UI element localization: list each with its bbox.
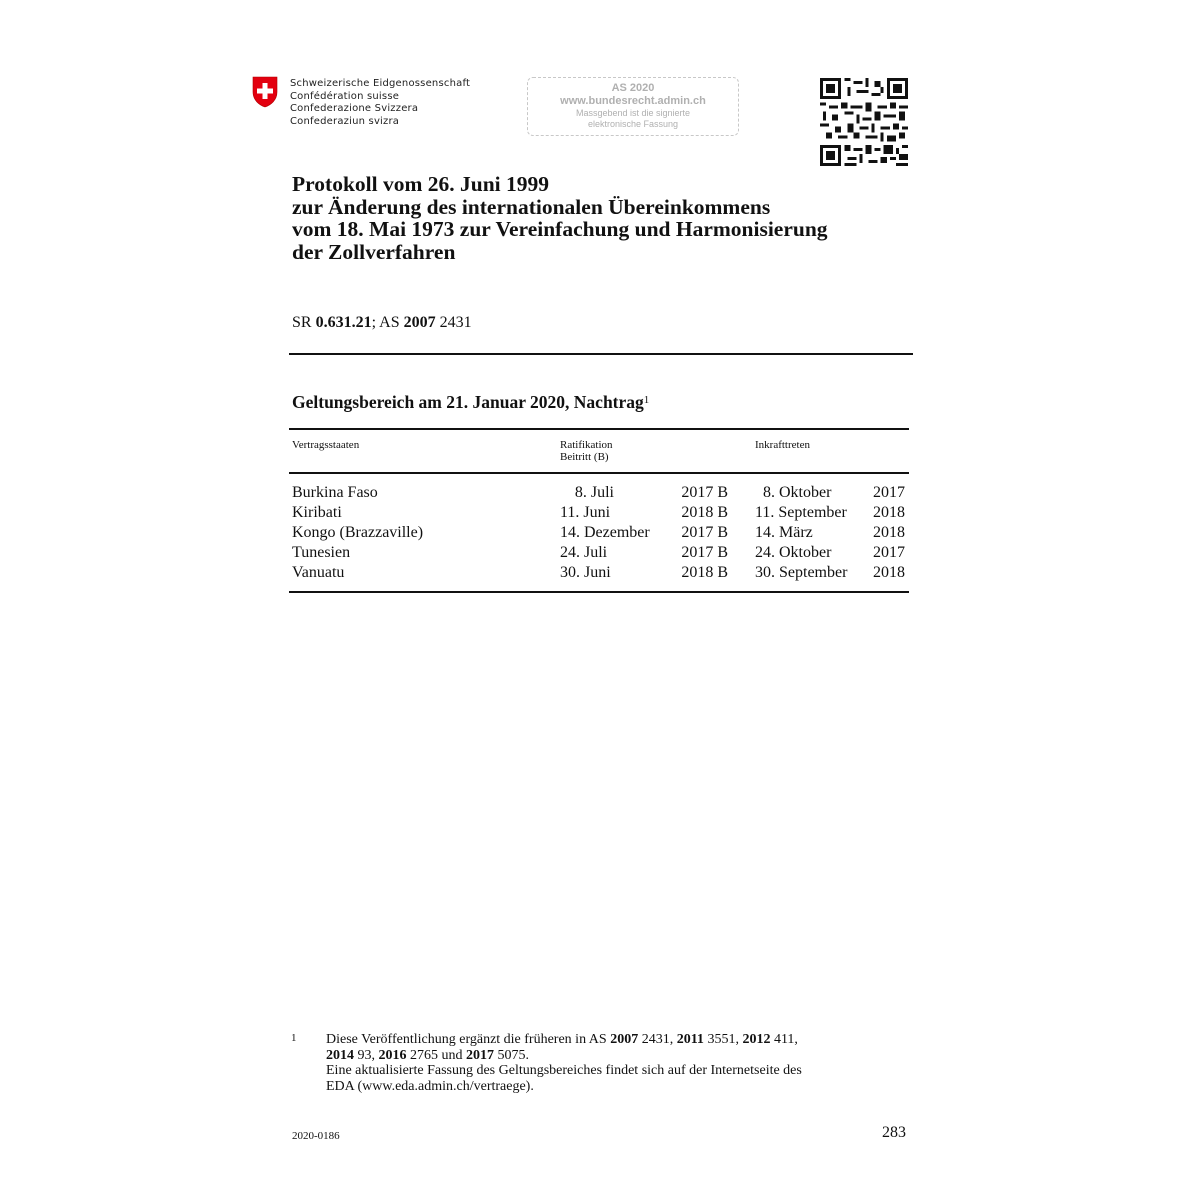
column-header-entry-into-force: Inkrafttreten — [755, 439, 810, 451]
table-cell-state: Kiribati — [292, 504, 342, 521]
title-line: Protokoll vom 26. Juni 1999 — [292, 172, 550, 196]
title-line: vom 18. Mai 1973 zur Vereinfachung und Harmonisierung — [292, 217, 828, 241]
document-title — [292, 173, 932, 263]
footnote-text-part: 2765 und — [406, 1047, 466, 1063]
table-cell-entry-year: 2018 — [873, 524, 905, 541]
table-cell-ratification-year: 2018 B — [681, 504, 728, 521]
footnote-line — [326, 1048, 896, 1064]
stamp-as: AS 2020 — [611, 82, 655, 94]
column-header-ratification-line2: Beitritt (B) — [560, 451, 609, 463]
footnote-marker[interactable]: 1 — [643, 394, 650, 406]
table-cell-entry-year: 2018 — [873, 564, 905, 581]
column-header-ratification — [560, 439, 613, 463]
confederation-rm: Confederaziun svizra — [290, 115, 400, 127]
footnote-text-part: Diese Veröffentlichung ergänzt die früheren in AS — [326, 1032, 611, 1047]
footnote-line: EDA (www.eda.admin.ch/vertraege). — [326, 1078, 534, 1094]
official-stamp — [527, 77, 739, 136]
table-cell-entry-date: 8. Oktober — [763, 484, 832, 501]
document-id: 2020-0186 — [292, 1130, 340, 1142]
scope-title-text: Geltungsbereich am 21. Januar 2020, Nachtrag — [292, 392, 644, 412]
confederation-names — [290, 78, 470, 128]
footnote-text — [326, 1032, 896, 1094]
footnote-text-part: 5075. — [494, 1047, 529, 1063]
title-line: der Zollverfahren — [292, 239, 456, 264]
table-cell-entry-date: 11. September — [755, 504, 847, 521]
as-year: 2007 — [403, 314, 436, 331]
table-cell-entry-date: 24. Oktober — [755, 544, 832, 561]
table-cell-entry-year: 2017 — [873, 484, 905, 501]
table-cell-ratification-date: 24. Juli — [560, 544, 608, 561]
footnote-year: 2011 — [676, 1032, 704, 1047]
footnote-number: 1 — [291, 1032, 297, 1044]
footnote-year: 2012 — [742, 1032, 771, 1047]
table-cell-state: Burkina Faso — [292, 484, 378, 501]
table-cell-ratification-year: 2017 B — [681, 484, 728, 501]
footnote-year: 2017 — [466, 1047, 494, 1063]
systematic-reference — [292, 314, 472, 332]
sr-prefix: SR — [292, 314, 316, 331]
table-cell-entry-year: 2018 — [873, 504, 905, 521]
stamp-url: www.bundesrecht.admin.ch — [560, 95, 706, 107]
table-cell-state: Vanuatu — [292, 564, 345, 581]
scope-title — [292, 392, 649, 413]
footnote-text-part: 3551, — [703, 1032, 743, 1047]
footnote-year: 2016 — [378, 1047, 407, 1063]
table-cell-ratification-date: 11. Juni — [560, 504, 611, 521]
table-cell-ratification-date: 30. Juni — [560, 564, 611, 581]
footnote-line: Eine aktualisierte Fassung des Geltungsbereiches findet sich auf der Internetseite des — [326, 1063, 802, 1078]
column-header-ratification-line1: Ratifikation — [560, 439, 613, 451]
table-cell-state: Tunesien — [292, 544, 351, 561]
sr-number: 0.631.21 — [315, 314, 372, 331]
confederation-de: Schweizerische Eidgenossenschaft — [290, 78, 471, 89]
table-top-rule — [289, 428, 909, 430]
footnote-line — [326, 1032, 896, 1048]
table-bottom-rule — [289, 591, 909, 593]
table-cell-ratification-date: 8. Juli — [574, 484, 614, 501]
table-header-rule — [289, 472, 909, 474]
confederation-it: Confederazione Svizzera — [290, 103, 419, 114]
as-page: 2431 — [435, 314, 472, 331]
table-cell-state: Kongo (Brazzaville) — [292, 524, 424, 541]
table-cell-entry-year: 2017 — [873, 544, 905, 561]
column-header-states: Vertragsstaaten — [292, 439, 360, 451]
stamp-note-1: Massgebend ist die signierte — [575, 108, 691, 118]
qr-code-icon[interactable] — [820, 78, 908, 166]
footnote-year: 2007 — [610, 1032, 639, 1047]
footnote-text-part: 93, — [354, 1047, 379, 1063]
footnote-year: 2014 — [326, 1047, 354, 1063]
swiss-cross-icon — [252, 76, 278, 108]
footnote-text-part: 411, — [770, 1032, 798, 1047]
footnote-text-part: 2431, — [638, 1032, 677, 1047]
divider — [289, 353, 913, 355]
as-separator: ; AS — [371, 314, 404, 331]
table-cell-ratification-year: 2018 B — [681, 564, 728, 581]
table-cell-ratification-year: 2017 B — [681, 524, 728, 541]
table-cell-ratification-year: 2017 B — [681, 544, 728, 561]
page-number: 283 — [882, 1124, 906, 1141]
table-cell-ratification-date: 14. Dezember — [560, 524, 650, 541]
stamp-note-2: elektronische Fassung — [587, 119, 679, 129]
table-cell-entry-date: 14. März — [755, 524, 813, 541]
confederation-fr: Confédération suisse — [290, 90, 400, 102]
title-line: zur Änderung des internationalen Übereinkommens — [292, 194, 771, 219]
table-cell-entry-date: 30. September — [755, 564, 848, 581]
